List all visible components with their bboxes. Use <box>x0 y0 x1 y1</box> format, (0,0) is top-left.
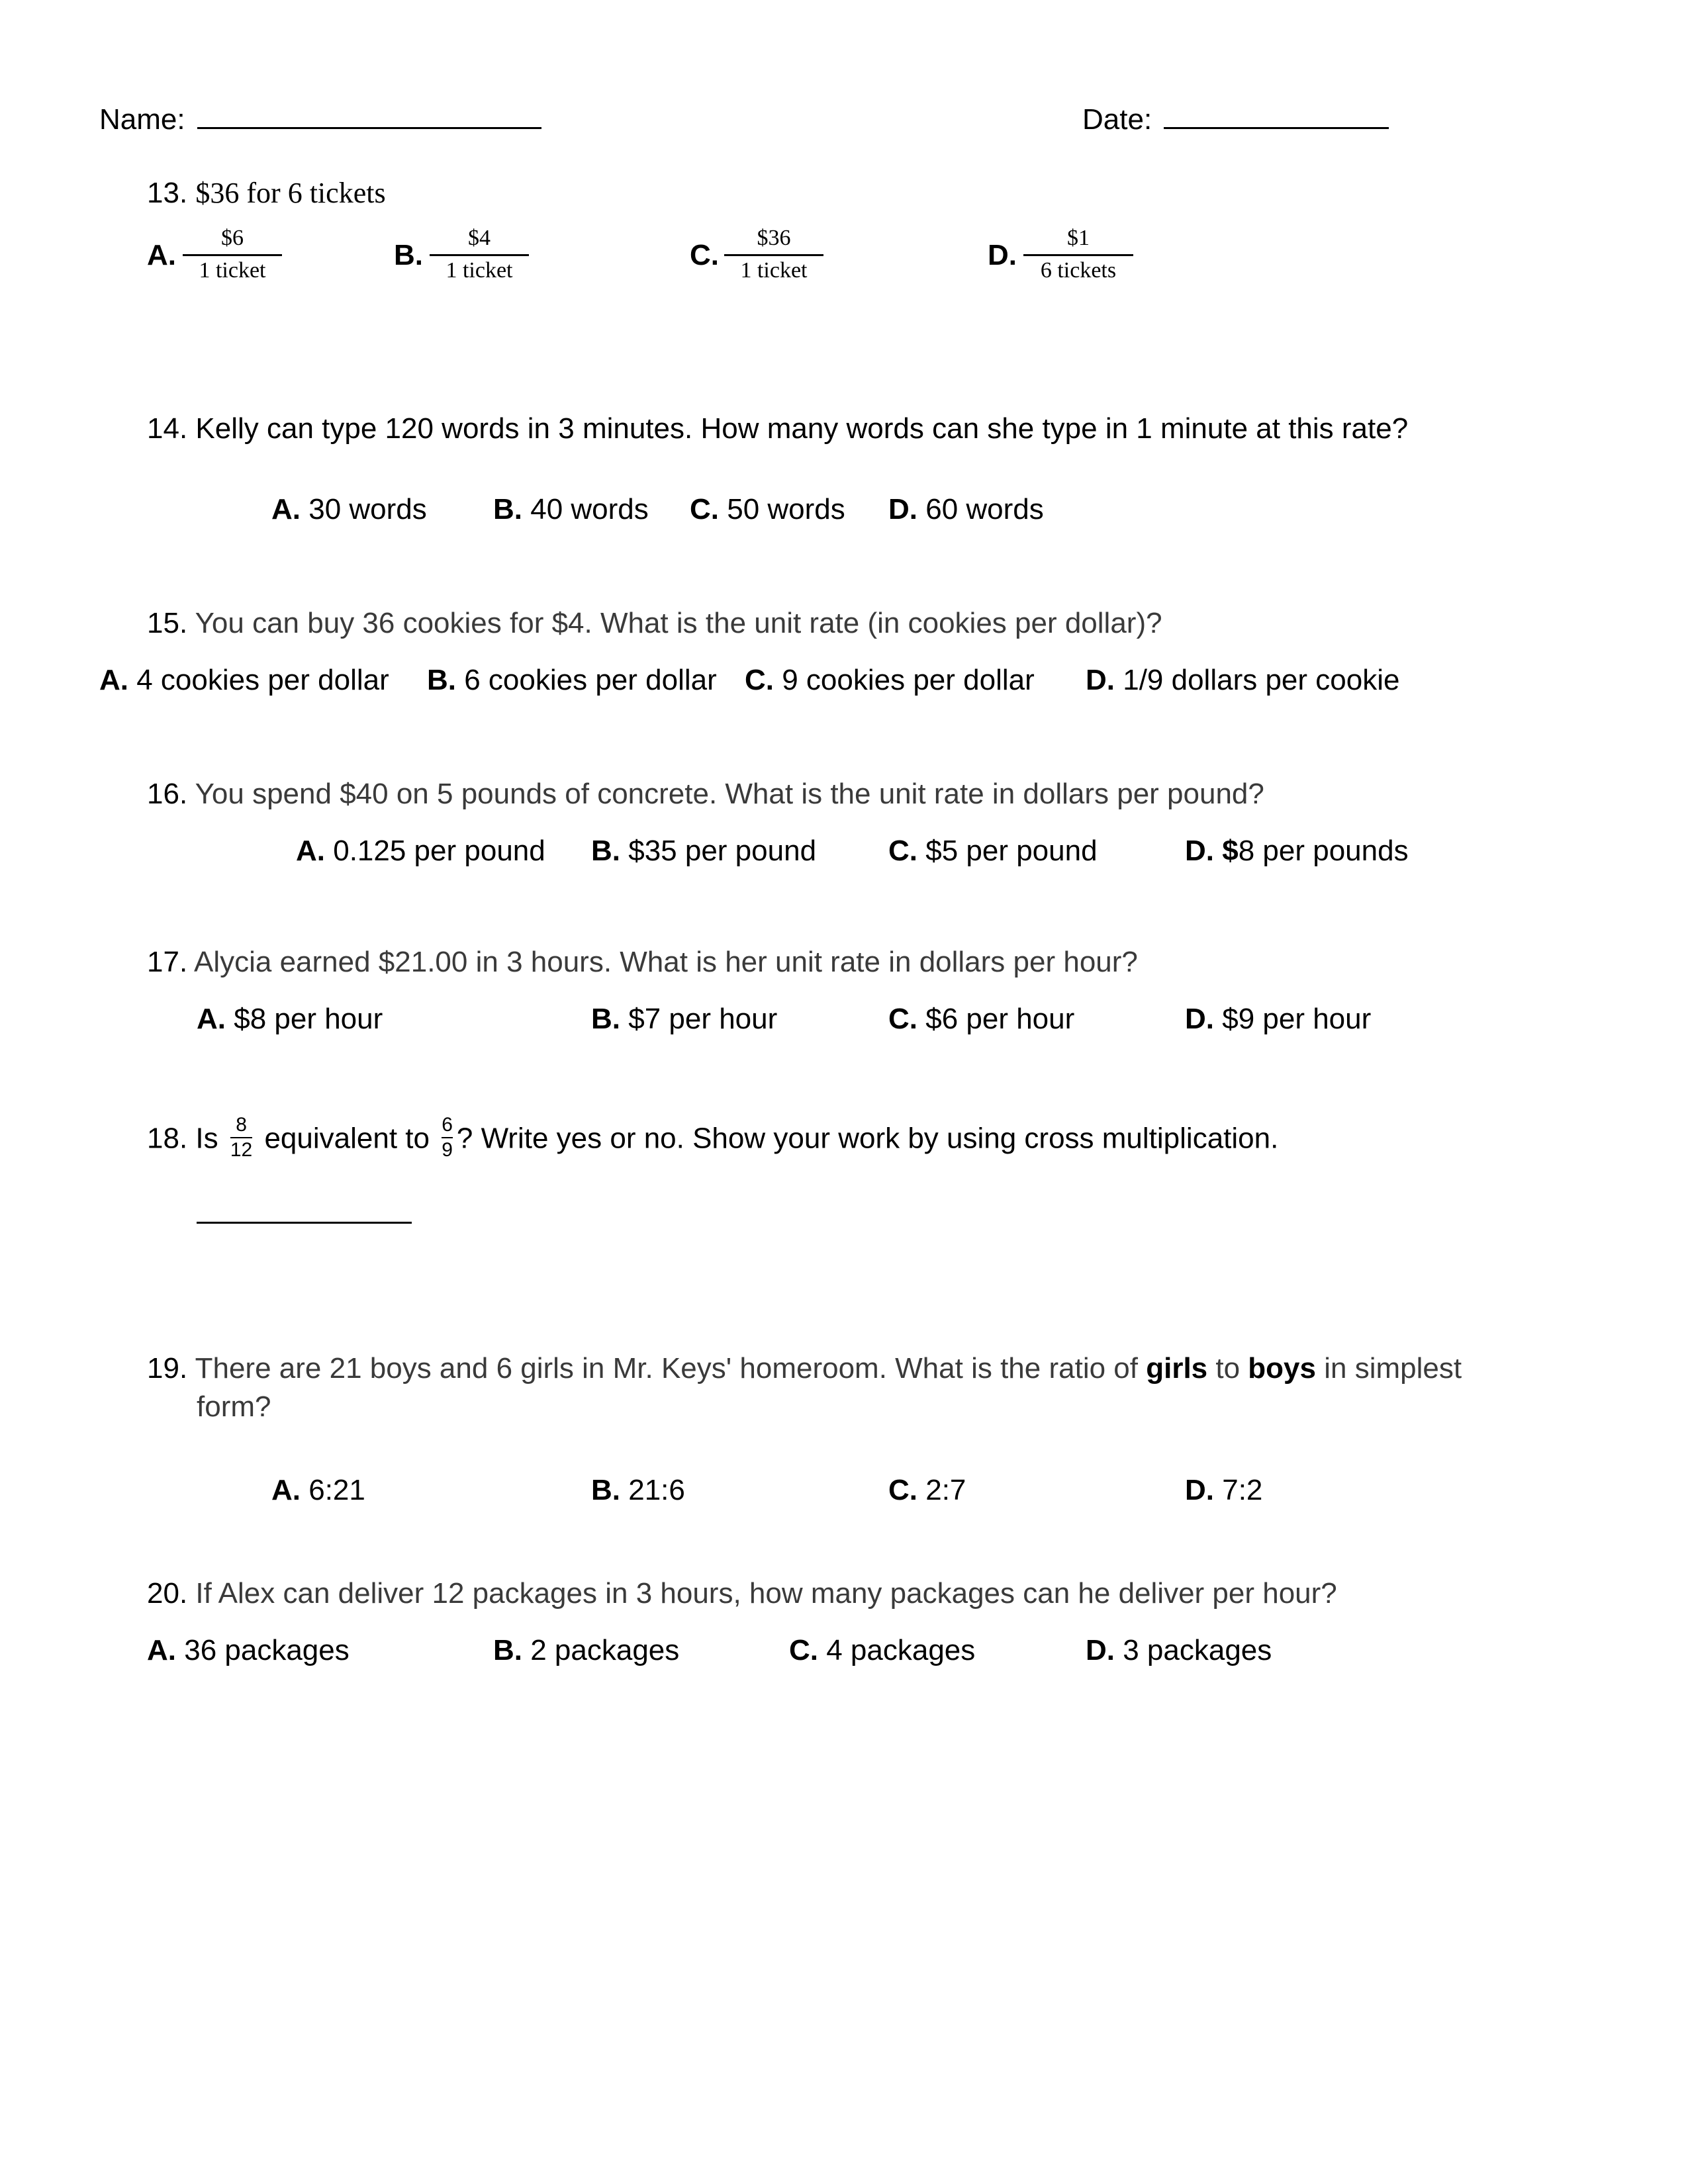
date-field[interactable] <box>1082 101 1389 137</box>
question-text-a: There are 21 boys and 6 girls in Mr. Keys' homeroom. What is the ratio of <box>195 1352 1147 1385</box>
option-text: $5 per pound <box>917 835 1098 867</box>
question-number: 17. <box>147 946 188 978</box>
name-label: Name: <box>99 103 185 136</box>
q17-option-a[interactable] <box>197 1002 383 1036</box>
q20-option-a[interactable] <box>147 1633 350 1668</box>
q19-option-c[interactable] <box>888 1473 966 1508</box>
option-letter: D. <box>1086 664 1115 696</box>
question-number: 20. <box>147 1577 188 1610</box>
bold-boys: boys <box>1248 1352 1316 1385</box>
option-letter: C. <box>888 835 917 867</box>
answer-blank[interactable] <box>197 1215 412 1224</box>
option-letter: C. <box>745 664 774 696</box>
option-text: 6:21 <box>301 1474 365 1506</box>
question-17 <box>147 945 1138 979</box>
name-field[interactable] <box>99 101 541 137</box>
question-15 <box>147 606 1162 641</box>
q20-option-d[interactable] <box>1086 1633 1272 1668</box>
option-fraction <box>1023 225 1133 284</box>
option-text: 50 words <box>719 493 845 525</box>
fraction-denominator: 1 ticket <box>199 258 266 283</box>
option-letter: C. <box>888 1474 917 1506</box>
q15-option-b[interactable] <box>427 663 717 698</box>
question-14-text: 14. Kelly can type 120 words in 3 minutes. How many words can she type in 1 minute at this rate? <box>147 412 1409 445</box>
date-blank[interactable] <box>1164 101 1389 129</box>
fraction-6-9 <box>442 1115 453 1161</box>
question-text: If Alex can deliver 12 packages in 3 hours, how many packages can he deliver per hour? <box>195 1577 1337 1610</box>
option-letter: C. <box>690 493 719 525</box>
option-text: 8 per pounds <box>1238 835 1409 867</box>
question-16 <box>147 777 1264 811</box>
option-text: 3 packages <box>1115 1634 1272 1666</box>
q19-option-b[interactable] <box>591 1473 685 1508</box>
option-letter: B. <box>493 1634 522 1666</box>
question-middle: equivalent to <box>256 1122 438 1155</box>
option-text: 4 cookies per dollar <box>128 664 389 696</box>
question-19 <box>147 1351 1462 1386</box>
q14-option-c[interactable] <box>690 492 845 527</box>
q17-option-c[interactable] <box>888 1002 1074 1036</box>
question-number: 15. <box>147 607 188 639</box>
option-text: 2:7 <box>917 1474 966 1506</box>
option-letter: C. <box>690 239 719 271</box>
q14-option-d[interactable] <box>888 492 1044 527</box>
q20-option-c[interactable] <box>789 1633 975 1668</box>
option-letter: A. <box>296 835 325 867</box>
option-text: 9 cookies per dollar <box>774 664 1035 696</box>
question-suffix: ? Write yes or no. Show your work by using cross multiplication. <box>456 1122 1279 1155</box>
fraction-numerator: $1 <box>1067 226 1090 250</box>
question-text: Alycia earned $21.00 in 3 hours. What is her unit rate in dollars per hour? <box>193 946 1138 978</box>
option-text: $35 per pound <box>620 835 817 867</box>
option-letter: D. <box>888 493 917 525</box>
fraction-8-12 <box>230 1115 252 1161</box>
option-letter: A. <box>197 1003 226 1035</box>
q19-option-d[interactable] <box>1185 1473 1262 1508</box>
question-text: $36 for 6 tickets <box>195 177 386 209</box>
question-number: 19. <box>147 1352 188 1385</box>
name-blank[interactable] <box>197 101 541 129</box>
option-letter: A. <box>147 1634 176 1666</box>
fraction-bar <box>724 254 823 256</box>
fraction-denominator: 1 ticket <box>445 258 513 283</box>
option-text: $6 per hour <box>917 1003 1075 1035</box>
option-letter: C. <box>789 1634 818 1666</box>
option-fraction <box>430 225 529 284</box>
fraction-numerator: $4 <box>468 226 491 250</box>
option-text: 1/9 dollars per cookie <box>1115 664 1400 696</box>
option-letter: D. <box>1086 1634 1115 1666</box>
fraction-bar <box>430 254 529 256</box>
q19-option-a[interactable] <box>271 1473 365 1508</box>
option-letter: B. <box>427 664 456 696</box>
q16-option-c[interactable] <box>888 834 1098 868</box>
question-text: You can buy 36 cookies for $4. What is the unit rate (in cookies per dollar)? <box>195 607 1162 639</box>
question-20 <box>147 1576 1337 1611</box>
q17-option-d[interactable] <box>1185 1002 1371 1036</box>
fraction-numerator: $6 <box>221 226 244 250</box>
bold-girls: girls <box>1146 1352 1208 1385</box>
date-label: Date: <box>1082 103 1152 136</box>
option-letter: A. <box>271 493 301 525</box>
question-number: 13. <box>147 177 188 209</box>
option-letter: A. <box>99 664 128 696</box>
option-letter: C. <box>888 1003 917 1035</box>
q16-option-b[interactable] <box>591 834 816 868</box>
option-letter: B. <box>591 1474 620 1506</box>
option-text: $7 per hour <box>620 1003 778 1035</box>
fraction-numerator: $36 <box>757 226 791 250</box>
q14-option-a[interactable] <box>271 492 427 527</box>
fraction-denominator: 1 ticket <box>740 258 808 283</box>
fraction-denominator: 12 <box>230 1139 253 1161</box>
option-text: 2 packages <box>522 1634 680 1666</box>
option-text: 0.125 per pound <box>325 835 545 867</box>
question-text-b: to <box>1207 1352 1248 1385</box>
fraction-numerator: 6 <box>442 1114 453 1136</box>
option-letter: D. $ <box>1185 835 1239 867</box>
q15-option-c[interactable] <box>745 663 1035 698</box>
option-text: 30 words <box>301 493 427 525</box>
q15-option-a[interactable] <box>99 663 389 698</box>
q17-option-b[interactable] <box>591 1002 777 1036</box>
option-text: 36 packages <box>176 1634 350 1666</box>
option-text: $9 per hour <box>1214 1003 1372 1035</box>
option-letter: B. <box>591 835 620 867</box>
option-letter: D. <box>1185 1003 1214 1035</box>
option-letter: A. <box>147 239 176 271</box>
question-13 <box>147 176 386 210</box>
fraction-numerator: 8 <box>236 1114 247 1136</box>
option-letter: B. <box>394 239 423 271</box>
fraction-bar <box>1023 254 1133 256</box>
option-text: 6 cookies per dollar <box>456 664 717 696</box>
option-letter: D. <box>988 239 1017 271</box>
option-fraction <box>724 225 823 284</box>
option-text: 21:6 <box>620 1474 685 1506</box>
question-18 <box>147 1114 1279 1163</box>
fraction-denominator: 6 tickets <box>1040 258 1117 283</box>
fraction-bar <box>230 1137 252 1138</box>
q16-option-a[interactable] <box>296 834 545 868</box>
q14-option-b[interactable] <box>493 492 649 527</box>
question-19-line2: form? <box>197 1390 271 1423</box>
option-letter: D. <box>1185 1474 1214 1506</box>
question-prefix: 18. Is <box>147 1122 226 1155</box>
option-text: 60 words <box>917 493 1044 525</box>
q16-option-d[interactable] <box>1185 834 1409 868</box>
option-letter: B. <box>591 1003 620 1035</box>
fraction-bar <box>183 254 282 256</box>
question-text-c: in simplest <box>1316 1352 1462 1385</box>
question-number: 16. <box>147 778 188 810</box>
option-text: 4 packages <box>818 1634 976 1666</box>
option-letter: B. <box>493 493 522 525</box>
question-text: You spend $40 on 5 pounds of concrete. What is the unit rate in dollars per pound? <box>195 778 1264 810</box>
option-text: 7:2 <box>1214 1474 1263 1506</box>
option-text: $8 per hour <box>226 1003 383 1035</box>
option-text: 40 words <box>522 493 649 525</box>
q20-option-b[interactable] <box>493 1633 679 1668</box>
q15-option-d[interactable] <box>1086 663 1399 698</box>
option-letter: A. <box>271 1474 301 1506</box>
option-fraction <box>183 225 282 284</box>
fraction-bar <box>442 1137 453 1138</box>
fraction-denominator: 9 <box>442 1139 453 1161</box>
